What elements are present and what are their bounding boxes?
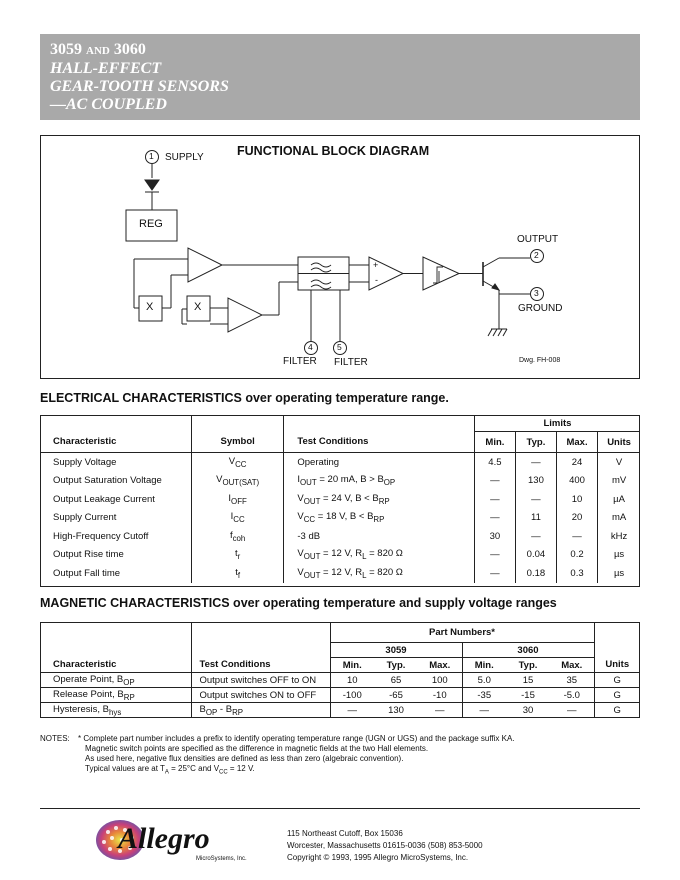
col-typ: Typ. [515, 432, 556, 453]
electrical-table [40, 415, 640, 583]
title-line-1: 3059 AND 3060 [50, 41, 146, 58]
table-row: Output Leakage Current $I_{OFF}$ $V_{OUT} = 24$ V, $B < B_{RP}$ — — 10 µA [40, 490, 640, 509]
note-line-3: As used here, negative flux densities are defined as less than zero (algebraic convention). [85, 754, 404, 763]
table-row: Output Rise time $t_r$ $V_{OUT} = 12$ V, $R_L = 820$ Ω — 0.04 0.2 µs [40, 546, 640, 565]
note-line-2: Magnetic switch points are specified as the difference in magnetic fields at the two Hall elements. [85, 744, 429, 753]
col-units: Units [594, 658, 640, 673]
table-row: Output Fall time $t_f$ $V_{OUT} = 12$ V, $R_L = 820$ Ω — 0.18 0.3 µs [40, 564, 640, 583]
comparator-plus: + [373, 260, 379, 270]
pin-3-number: 3 [534, 288, 539, 298]
limits-header: Limits [474, 415, 640, 432]
multiplier-1-label: X [146, 301, 154, 313]
col-test-conditions: Test Conditions [284, 432, 475, 453]
col-min: Min. [474, 432, 515, 453]
col-test-conditions: Test Conditions [191, 658, 330, 673]
address-line-2: Worcester, Massachusetts 01615-0036 (508) 853-5000 [287, 841, 483, 850]
electrical-heading: ELECTRICAL CHARACTERISTICS over operating temperature range. [40, 391, 449, 405]
part-numbers-header: Part Numbers* [330, 622, 594, 643]
output-label: OUTPUT [517, 234, 559, 245]
copyright: Copyright © 1993, 1995 Allegro MicroSystems, Inc. [287, 853, 469, 862]
comparator-minus: - [375, 275, 378, 285]
note-line-1: * Complete part number includes a prefix to identify operating temperature range (UGN or UGS) and the package suffix KA. [78, 734, 515, 743]
pin-1-number: 1 [149, 151, 154, 161]
col-characteristic: Characteristic [40, 432, 191, 453]
table-row: Supply Voltage $V_{CC}$ Operating 4.5 — 24 V [40, 453, 640, 472]
col-symbol: Symbol [191, 432, 283, 453]
part-3059-header: 3059 [330, 643, 462, 658]
title-line-3: GEAR-TOOTH SENSORS [50, 78, 229, 95]
col-max: Max. [556, 432, 597, 453]
note-line-4: Typical values are at $T_A = 25^\circ C$ and $V_{CC} = 12$ V. [85, 764, 255, 776]
company-address [287, 828, 483, 864]
schmitt-trigger [423, 257, 459, 290]
filter-4-label: FILTER [283, 356, 317, 367]
allegro-logo [92, 818, 272, 864]
logo-subtitle: MicroSystems, Inc. [196, 856, 247, 862]
col-units: Units [598, 432, 640, 453]
title-line-4: —AC COUPLED [50, 96, 167, 113]
functional-block-diagram [40, 135, 640, 379]
table-row: Hysteresis, $B_{hys}$ $B_{OP} - B_{RP}$ — 130 — — 30 — G [40, 703, 640, 718]
notes-label: NOTES: [40, 734, 70, 743]
table-row: Release Point, $B_{RP}$ Output switches ON to OFF -100 -65 -10 -35 -15 -5.0 G [40, 688, 640, 703]
table-row: Operate Point, $B_{OP}$ Output switches OFF to ON 10 65 100 5.0 15 35 G [40, 673, 640, 688]
table-row: Supply Current $I_{CC}$ $V_{CC} = 18$ V, $B < B_{RP}$ — 11 20 mA [40, 509, 640, 528]
pin-5-number: 5 [337, 342, 342, 352]
table-row: High-Frequency Cutoff $f_{coh}$ -3 dB 30 — — kHz [40, 527, 640, 546]
pin-4-number: 4 [308, 342, 313, 352]
amp-1 [188, 248, 222, 282]
diode-symbol [145, 180, 159, 190]
filter-5-label: FILTER [334, 357, 368, 368]
title-banner [40, 34, 640, 120]
col-characteristic: Characteristic [40, 658, 191, 673]
reg-label: REG [139, 218, 163, 230]
address-line-1: 115 Northeast Cutoff, Box 15036 [287, 829, 403, 838]
magnetic-heading: MAGNETIC CHARACTERISTICS over operating temperature and supply voltage ranges [40, 596, 557, 610]
supply-label: SUPPLY [165, 152, 204, 163]
ground-label: GROUND [518, 303, 563, 314]
drawing-number: Dwg. FH-008 [519, 357, 561, 364]
footer-rule [40, 808, 640, 809]
part-3060-header: 3060 [462, 643, 594, 658]
pin-2-number: 2 [534, 250, 539, 260]
table-row: Output Saturation Voltage $V_{OUT(SAT)}$ $I_{OUT} = 20$ mA, $B > B_{OP}$ — 130 400 mV [40, 472, 640, 491]
multiplier-2-label: X [194, 301, 202, 313]
amp-2 [228, 298, 262, 332]
logo-wordmark: Allegro [118, 822, 210, 855]
title-line-2: HALL-EFFECT [50, 60, 162, 77]
diagram-title: FUNCTIONAL BLOCK DIAGRAM [237, 144, 430, 158]
magnetic-table: Part Numbers* 3059 3060 Characteristic Test Conditions Min. Typ. Max. Min. Typ. Max. Units Operate Point, $B_{OP}$ Output switches OFF to ON 10 65 100 5.0 15 35 G Release Point, $B_{RP}$ Output switches ON to OFF -100 -65 -10 -35 -15 -5.0 G Hysteresis, $B_{hys}$ $B_{OP} - B_{RP}$ — 130 — — 30 — G [40, 622, 640, 717]
